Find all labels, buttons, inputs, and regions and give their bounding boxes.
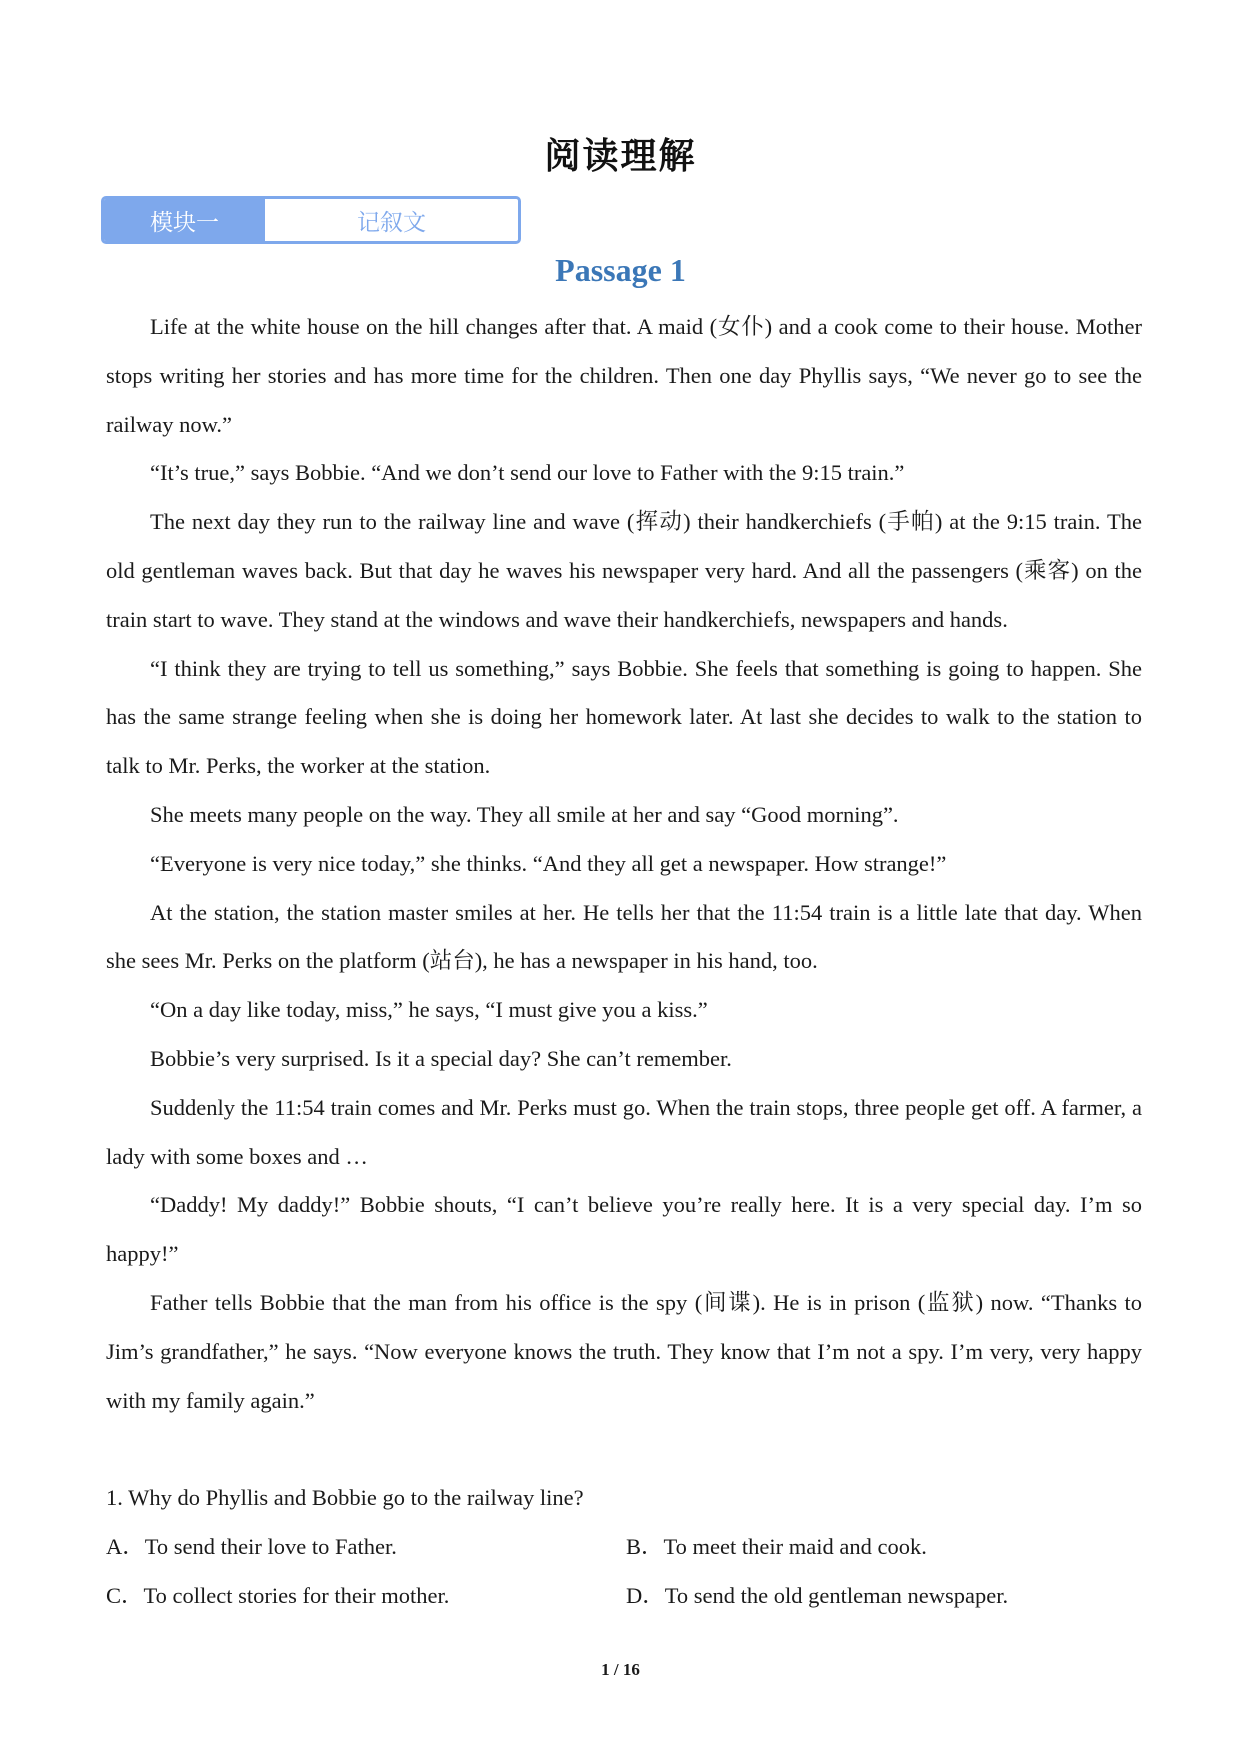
option-c[interactable]: C．To collect stories for their mother. bbox=[106, 1582, 450, 1608]
paragraph: She meets many people on the way. They all smile at her and say “Good morning”. bbox=[150, 801, 899, 827]
paragraph: Suddenly the 11:54 train comes and Mr. Perks must go. When the train stops, three people get off. A farmer, a lady with some boxes and … bbox=[106, 1094, 1142, 1169]
page-title: 阅读理解 bbox=[544, 136, 697, 177]
passage-title: Passage 1 bbox=[555, 252, 686, 288]
module-name: 记叙文 bbox=[357, 209, 426, 236]
passage-body bbox=[106, 303, 1142, 1425]
paragraph: “I think they are trying to tell us something,” says Bobbie. She feels that something is going to happen. She has the same strange feeling when she is doing her homework later. At last she decides to walk to the station to talk to Mr. Perks, the worker at the station. bbox=[106, 655, 1142, 779]
module-label: 模块一 bbox=[104, 199, 265, 241]
question-stem: 1. Why do Phyllis and Bobbie go to the railway line? bbox=[106, 1485, 584, 1510]
option-row bbox=[106, 1572, 1146, 1621]
paragraph: “It’s true,” says Bobbie. “And we don’t send our love to Father with the 9:15 train.” bbox=[150, 460, 905, 486]
paragraph: “Daddy! My daddy!” Bobbie shouts, “I can’t believe you’re really here. It is a very special day. I’m so happy!” bbox=[106, 1192, 1142, 1267]
paragraph: “Everyone is very nice today,” she thinks. “And they all get a newspaper. How strange!” bbox=[150, 850, 947, 876]
question-block bbox=[106, 1474, 1146, 1620]
paragraph: The next day they run to the railway line and wave (挥动) their handkerchiefs (手帕) at the 9:15 train. The old gentleman waves back. But that day he waves his newspaper very hard. And all the passengers (乘客) on the train start to wave. They stand at the windows and wave their handkerchiefs, newspapers and hands. bbox=[106, 509, 1142, 632]
option-row bbox=[106, 1523, 1146, 1572]
option-a[interactable]: A．To send their love to Father. bbox=[106, 1533, 397, 1559]
paragraph: Bobbie’s very surprised. Is it a special day? She can’t remember. bbox=[150, 1045, 732, 1071]
paragraph: Father tells Bobbie that the man from his office is the spy (间谍). He is in prison (监狱) now. “Thanks to Jim’s grandfather,” he says. “Now everyone knows the truth. They know that I’m not a spy. I’m very, very happy with my family again.” bbox=[106, 1289, 1142, 1413]
option-d[interactable]: D．To send the old gentleman newspaper. bbox=[626, 1582, 1009, 1608]
module-header bbox=[101, 196, 521, 244]
page-number: 1 / 16 bbox=[601, 1660, 640, 1679]
paragraph: At the station, the station master smiles at her. He tells her that the 11:54 train is a little late that day. When she sees Mr. Perks on the platform (站台), he has a newspaper in his hand, too. bbox=[106, 899, 1142, 974]
paragraph: Life at the white house on the hill changes after that. A maid (女仆) and a cook come to their house. Mother stops writing her stories and has more time for the children. Then one day Phyllis says, “We never go to see the railway now.” bbox=[106, 314, 1142, 437]
paragraph: “On a day like today, miss,” he says, “I must give you a kiss.” bbox=[150, 997, 708, 1023]
option-b[interactable]: B．To meet their maid and cook. bbox=[626, 1533, 927, 1559]
